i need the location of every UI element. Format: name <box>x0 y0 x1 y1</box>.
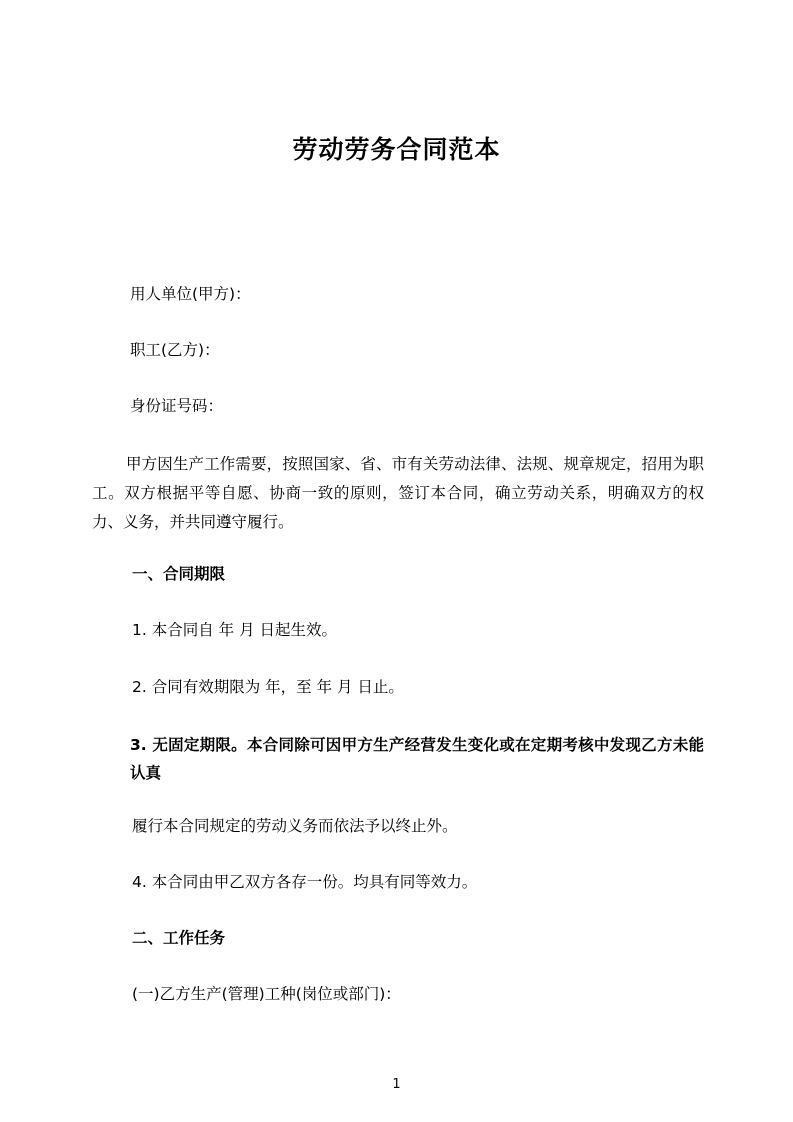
heading-section-one: 一、合同期限 <box>132 565 226 584</box>
paragraph-clause-1-4: 4. 本合同由甲乙双方各存一份。均具有同等效力。 <box>132 873 478 892</box>
paragraph-clause-1-2: 2. 合同有效期限为 年，至 年 月 日止。 <box>132 677 404 696</box>
paragraph-id-number-line: 身份证号码： <box>130 397 224 416</box>
paragraph-employer-line: 用人单位(甲方)： <box>130 285 251 303</box>
page-number: 1 <box>392 1077 401 1092</box>
paragraph-clause-1-3: 3. 无固定期限。本合同除可因甲方生产经营发生变化或在定期考核中发现乙方未能认真 <box>130 735 704 783</box>
paragraph-clause-2-1: (一)乙方生产(管理)工种(岗位或部门)： <box>132 985 401 1004</box>
paragraph-employee-line: 职工(乙方)： <box>130 341 220 360</box>
page-title: 劳动劳务合同范本 <box>292 135 501 164</box>
paragraph-preamble: 甲方因生产工作需要，按照国家、省、市有关劳动法律、法规、规章规定，招用为职工。双方根据平等自愿、协商一致的原则，签订本合同，确立劳动关系，明确双方的权力、义务，并共同遵守履行。 <box>92 455 704 531</box>
heading-section-two: 二、工作任务 <box>132 929 226 948</box>
paragraph-clause-1-1: 1. 本合同自 年 月 日起生效。 <box>132 621 337 640</box>
paragraph-clause-1-3-continued: 履行本合同规定的劳动义务而依法予以终止外。 <box>132 817 458 836</box>
document-body <box>92 282 704 1038</box>
